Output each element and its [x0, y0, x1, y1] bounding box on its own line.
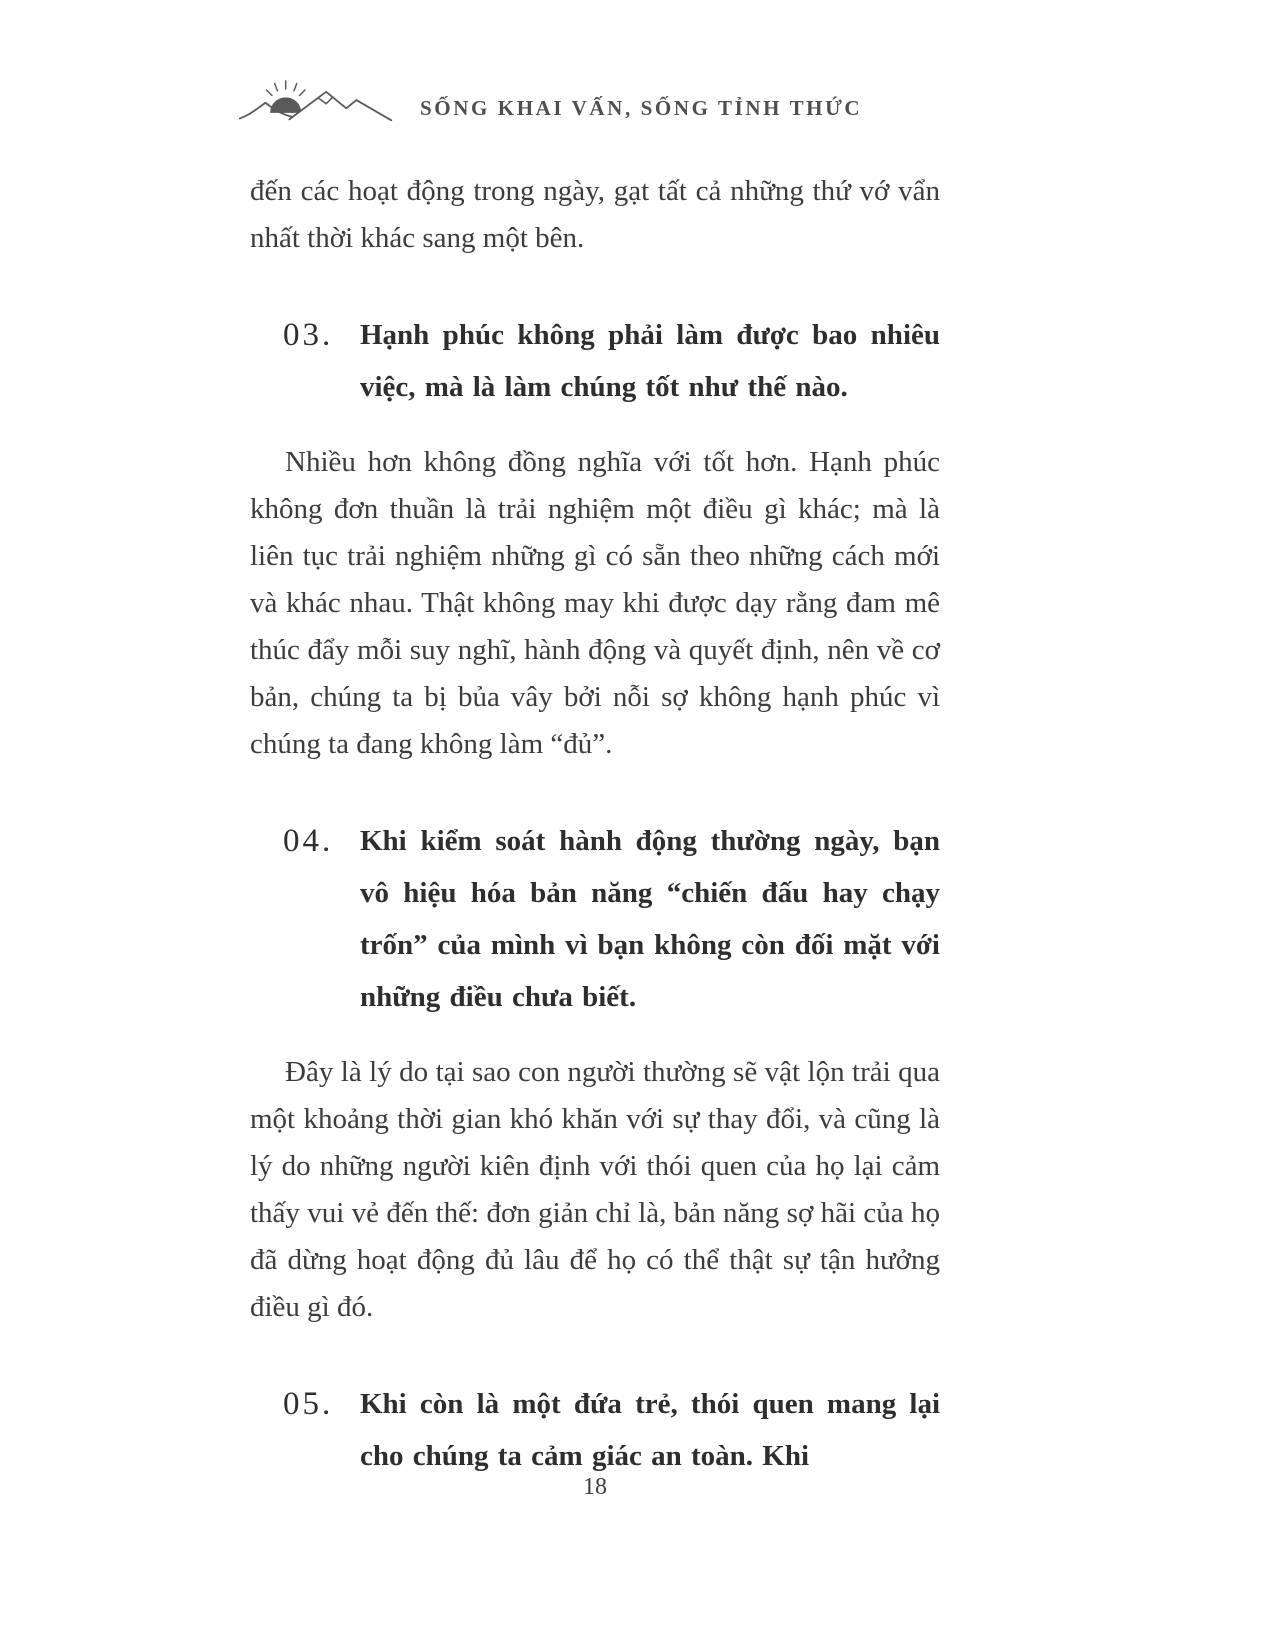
section-03-heading-row — [250, 309, 940, 413]
section-05-heading-row — [250, 1378, 940, 1482]
running-head-title: SỐNG KHAI VẤN, SỐNG TỈNH THỨC — [420, 95, 863, 120]
section-number: 03. — [283, 317, 334, 353]
section-05 — [250, 1378, 940, 1482]
section-heading: Khi kiểm soát hành động thường ngày, bạn vô hiệu hóa bản năng “chiến đấu hay chạy trốn” của mình vì bạn không còn đối mặt với những điều chưa biết. — [360, 825, 940, 1013]
section-03 — [250, 309, 940, 768]
page-body — [250, 168, 940, 1482]
mountain-sunrise-logo-icon — [238, 76, 394, 126]
page-footer — [250, 1474, 940, 1501]
intro-paragraph: đến các hoạt động trong ngày, gạt tất cả những thứ vớ vẩn nhất thời khác sang một bên. — [250, 175, 940, 254]
section-number: 05. — [283, 1386, 334, 1422]
page-number: 18 — [583, 1474, 607, 1500]
section-number: 04. — [283, 823, 334, 859]
section-04-heading-row — [250, 815, 940, 1023]
section-04 — [250, 815, 940, 1331]
section-heading: Hạnh phúc không phải làm được bao nhiêu việc, mà là làm chúng tốt như thế nào. — [360, 319, 940, 403]
section-paragraph: Đây là lý do tại sao con người thường sẽ vật lộn trải qua một khoảng thời gian khó khăn với sự thay đổi, và cũng là lý do những người kiên định với thói quen của họ lại cảm thấy vui vẻ đến thế: đơn giản chỉ là, bản năng sợ hãi của họ đã dừng hoạt động đủ lâu để họ có thể thật sự tận hưởng điều gì đó. — [250, 1056, 940, 1323]
section-paragraph: Nhiều hơn không đồng nghĩa với tốt hơn. Hạnh phúc không đơn thuần là trải nghiệm một điều gì khác; mà là liên tục trải nghiệm những gì có sẵn theo những cách mới và khác nhau. Thật không may khi được dạy rằng đam mê thúc đẩy mỗi suy nghĩ, hành động và quyết định, nên về cơ bản, chúng ta bị bủa vây bởi nỗi sợ không hạnh phúc vì chúng ta đang không làm “đủ”. — [250, 446, 940, 760]
page-header — [238, 76, 862, 126]
section-heading: Khi còn là một đứa trẻ, thói quen mang lại cho chúng ta cảm giác an toàn. Khi — [360, 1388, 940, 1472]
